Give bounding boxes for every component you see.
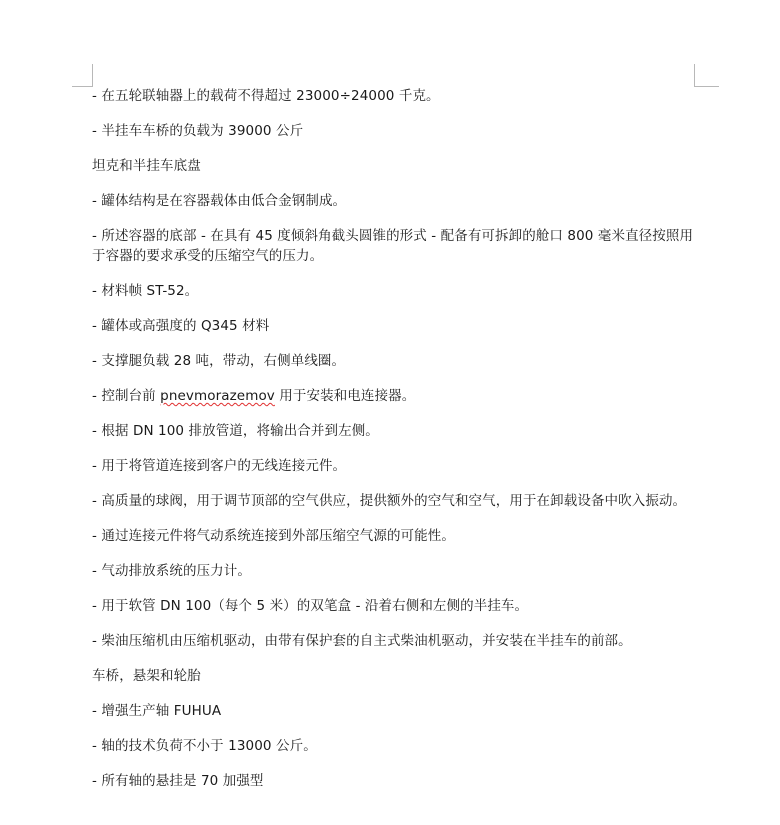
paragraph-support-legs[interactable]: - 支撑腿负载 28 吨，带动，右侧单线圈。 — [92, 353, 346, 369]
paragraph-pressure-gauge[interactable]: - 气动排放系统的压力计。 — [92, 563, 251, 579]
paragraph-axle-technical-load[interactable]: - 轴的技术负荷不小于 13000 公斤。 — [92, 738, 317, 754]
paragraph-axle-brand[interactable]: - 增强生产轴 FUHUA — [92, 703, 222, 719]
paragraph-coupling-load[interactable]: - 在五轮联轴器上的载荷不得超过 23000÷24000 千克。 — [92, 88, 440, 104]
top-left-margin-mark — [72, 64, 93, 87]
paragraph-discharge-pipe[interactable]: - 根据 DN 100 排放管道，将输出合并到左侧。 — [92, 423, 379, 439]
paragraph-control-panel[interactable] — [92, 386, 696, 406]
paragraph-suspension[interactable]: - 所有轴的悬挂是 70 加强型 — [92, 773, 264, 789]
control-panel-text-after: 用于安装和电连接器。 — [274, 388, 416, 404]
paragraph-pneumatic-connection[interactable]: - 通过连接元件将气动系统连接到外部压缩空气源的可能性。 — [92, 528, 455, 544]
paragraph-container-bottom[interactable]: - 所述容器的底部 - 在具有 45 度倾斜角截头圆锥的形式 - 配备有可拆卸的舱口 800 毫米直径按照用于容器的要求承受的压缩空气的压力。 — [92, 228, 694, 264]
heading-axles-suspension-tires[interactable]: 车桥，悬架和轮胎 — [92, 668, 201, 684]
spellcheck-flagged-word[interactable]: pnevmorazemov — [160, 388, 275, 404]
document-body[interactable] — [92, 86, 696, 806]
heading-tank-chassis[interactable]: 坦克和半挂车底盘 — [92, 158, 201, 174]
paragraph-ball-valve[interactable]: - 高质量的球阀，用于调节顶部的空气供应，提供额外的空气和空气，用于在卸载设备中吹入振动。 — [92, 493, 687, 509]
paragraph-tank-material[interactable]: - 罐体或高强度的 Q345 材料 — [92, 318, 270, 334]
paragraph-tank-structure[interactable]: - 罐体结构是在容器载体由低合金钢制成。 — [92, 193, 347, 209]
paragraph-wireless-connector[interactable]: - 用于将管道连接到客户的无线连接元件。 — [92, 458, 347, 474]
paragraph-diesel-compressor[interactable]: - 柴油压缩机由压缩机驱动，由带有保护套的自主式柴油机驱动，并安装在半挂车的前部。 — [92, 633, 632, 649]
control-panel-text-before: - 控制台前 — [92, 388, 161, 404]
paragraph-axle-load[interactable]: - 半挂车车桥的负载为 39000 公斤 — [92, 123, 304, 139]
paragraph-hose-boxes[interactable]: - 用于软管 DN 100（每个 5 米）的双笔盒 - 沿着右侧和左侧的半挂车。 — [92, 598, 529, 614]
top-right-margin-mark — [694, 64, 719, 87]
paragraph-frame-material[interactable]: - 材料帧 ST-52。 — [92, 283, 199, 299]
